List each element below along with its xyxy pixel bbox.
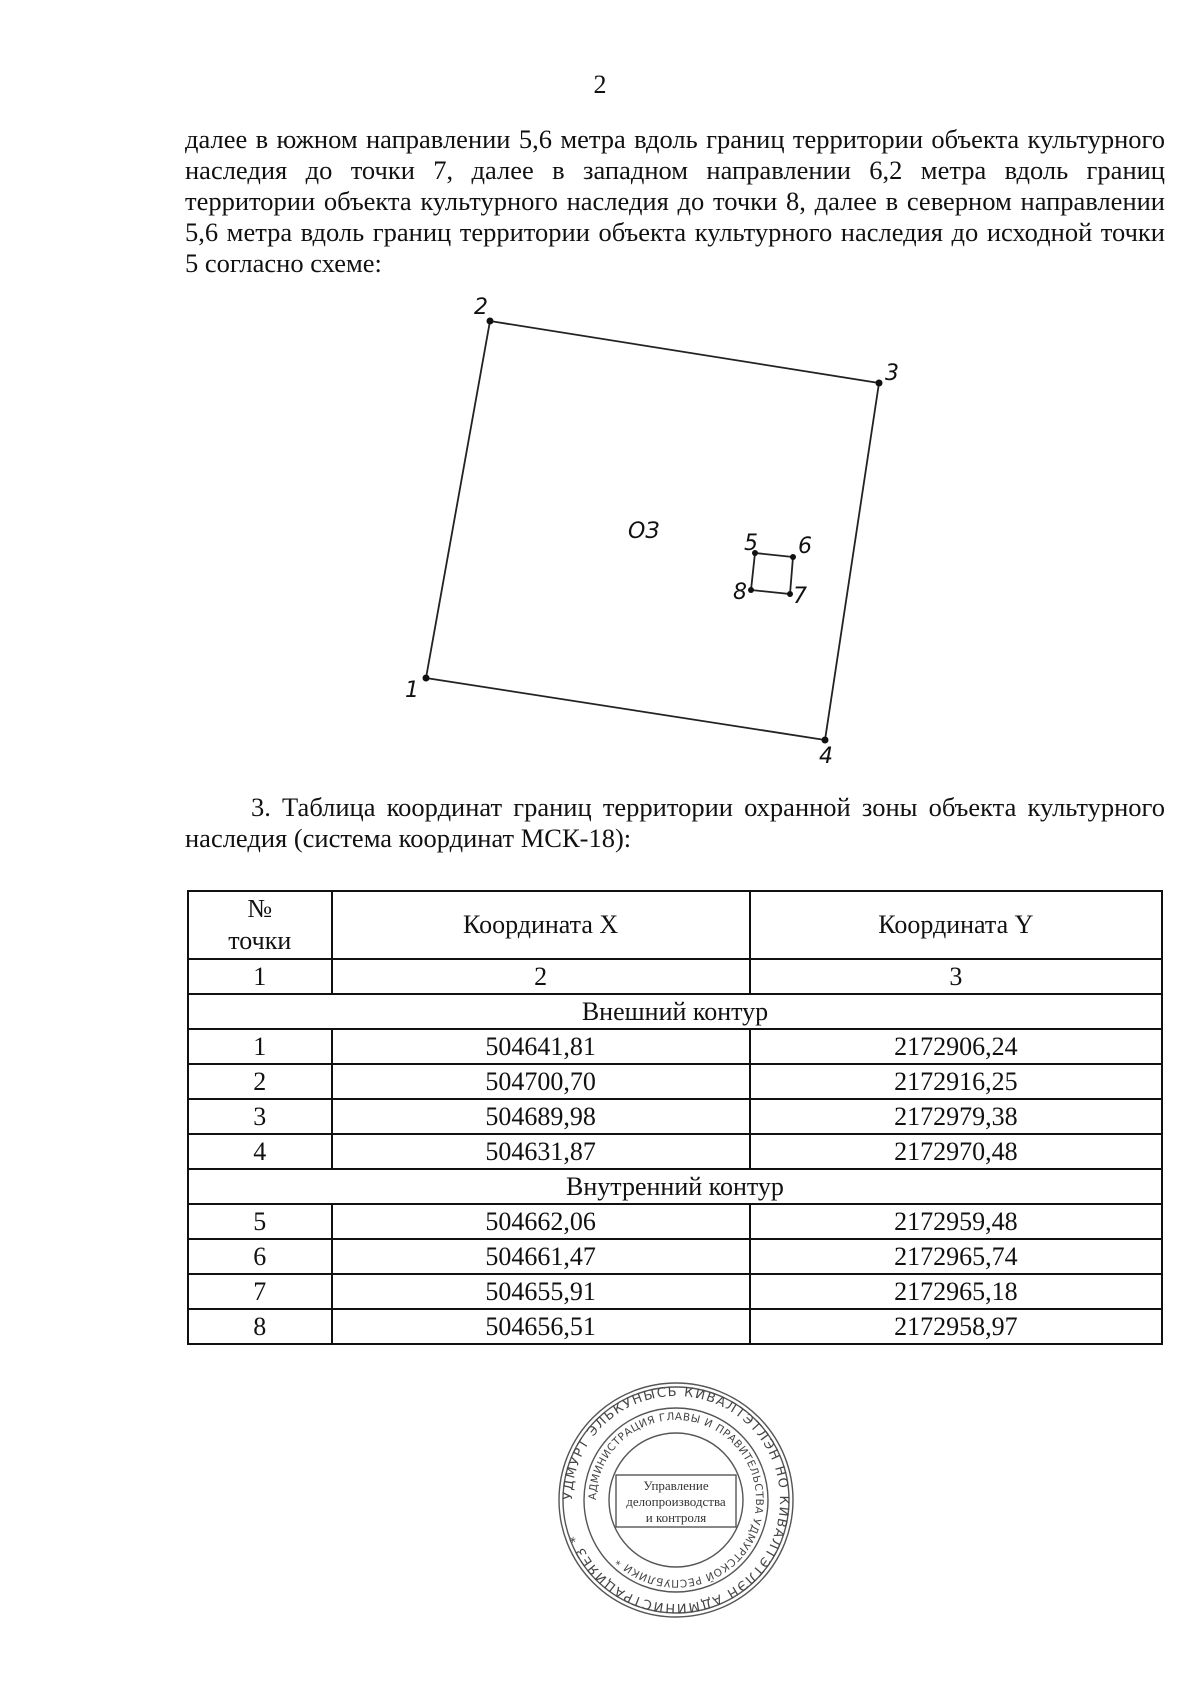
y-value-cell: 2172959,48 — [750, 1204, 1162, 1239]
stamp-center-line-2: делопроизводства — [626, 1494, 726, 1509]
table-row — [188, 1134, 1162, 1169]
point-label-8: 8 — [733, 580, 747, 605]
inner-contour-section-row — [188, 1169, 1162, 1204]
point-number-cell: 2 — [188, 1064, 332, 1099]
point-label-1: 1 — [405, 678, 419, 703]
table-row — [188, 1274, 1162, 1309]
y-value-cell: 2172916,25 — [750, 1064, 1162, 1099]
point-label-6: 6 — [798, 534, 812, 559]
table-row — [188, 1064, 1162, 1099]
x-value-cell: 504641,81 — [332, 1029, 750, 1064]
x-value-cell: 504689,98 — [332, 1099, 750, 1134]
table-row — [188, 1029, 1162, 1064]
x-value-cell: 504700,70 — [332, 1064, 750, 1099]
header-coordinate-x: Координата X — [332, 891, 750, 959]
header-point-number: № точки — [188, 891, 332, 959]
official-stamp — [556, 1380, 796, 1620]
point-number-cell: 7 — [188, 1274, 332, 1309]
x-value-cell: 504661,47 — [332, 1239, 750, 1274]
y-value-cell: 2172979,38 — [750, 1099, 1162, 1134]
outer-contour-section-row — [188, 994, 1162, 1029]
point-number-cell: 4 — [188, 1134, 332, 1169]
column-number-row — [188, 959, 1162, 994]
stamp-center-line-1: Управление — [643, 1478, 709, 1493]
point-label-3: 3 — [885, 361, 899, 386]
coordinates-table — [187, 890, 1163, 1345]
point-number-cell: 3 — [188, 1099, 332, 1134]
stamp-center-line-3: и контроля — [645, 1510, 707, 1525]
table-row — [188, 1239, 1162, 1274]
outer-contour-label: Внешний контур — [188, 994, 1162, 1029]
point-number-cell: 8 — [188, 1309, 332, 1344]
point-label-4: 4 — [819, 744, 833, 769]
x-value-cell: 504662,06 — [332, 1204, 750, 1239]
point-number-cell: 6 — [188, 1239, 332, 1274]
y-value-cell: 2172965,18 — [750, 1274, 1162, 1309]
zone-label: ОЗ — [628, 519, 660, 544]
point-label-2: 2 — [474, 295, 488, 320]
y-value-cell: 2172965,74 — [750, 1239, 1162, 1274]
point-3-marker — [876, 380, 883, 387]
page-number: 2 — [593, 70, 607, 99]
point-8-marker — [748, 587, 754, 593]
point-1-marker — [423, 675, 430, 682]
x-value-cell: 504631,87 — [332, 1134, 750, 1169]
stamp-inner-ring-text: АДМИНИСТРАЦИЯ ГЛАВЫ И ПРАВИТЕЛЬСТВА УДМУРТСКОЙ РЕСПУБЛИКИ * — [586, 1410, 766, 1590]
y-value-cell: 2172970,48 — [750, 1134, 1162, 1169]
point-label-5: 5 — [744, 531, 758, 556]
intro-paragraph: далее в южном направлении 5,6 метра вдоль границ территории объекта культурного наследия до точки 7, далее в западном направлении 6,2 метра вдоль границ территории объекта культурного наследия до точки 8, далее в северном направлении 5,6 метра вдоль границ территории объекта культурного наследия до исходной точки 5 согласно схеме: — [185, 124, 1165, 278]
inner-contour-label: Внутренний контур — [188, 1169, 1162, 1204]
point-4-marker — [822, 737, 829, 744]
header-coordinate-y: Координата Y — [750, 891, 1162, 959]
inner-contour — [751, 553, 793, 594]
table-row — [188, 1204, 1162, 1239]
x-value-cell: 504655,91 — [332, 1274, 750, 1309]
column-number: 1 — [188, 959, 332, 994]
table-row — [188, 1309, 1162, 1344]
section-heading: 3. Таблица координат границ территории охранной зоны объекта культурного наследия (система координат МСК-18): — [185, 792, 1165, 853]
x-value-cell: 504656,51 — [332, 1309, 750, 1344]
stamp-outer-ring-text: УДМУРТ ЭЛЬКУНЫСЬ КИВАЛТЭТЛЭН НО КИВАЛТЭТЛЭН АДМИНИСТРАЦИЯЕЗ * — [560, 1384, 792, 1616]
boundary-scheme — [0, 0, 1200, 790]
y-value-cell: 2172958,97 — [750, 1309, 1162, 1344]
column-number: 3 — [750, 959, 1162, 994]
point-number-cell: 1 — [188, 1029, 332, 1064]
point-6-marker — [790, 554, 796, 560]
table-row — [188, 1099, 1162, 1134]
point-label-7: 7 — [793, 584, 807, 609]
y-value-cell: 2172906,24 — [750, 1029, 1162, 1064]
column-number: 2 — [332, 959, 750, 994]
table-header-row — [188, 891, 1162, 959]
point-number-cell: 5 — [188, 1204, 332, 1239]
